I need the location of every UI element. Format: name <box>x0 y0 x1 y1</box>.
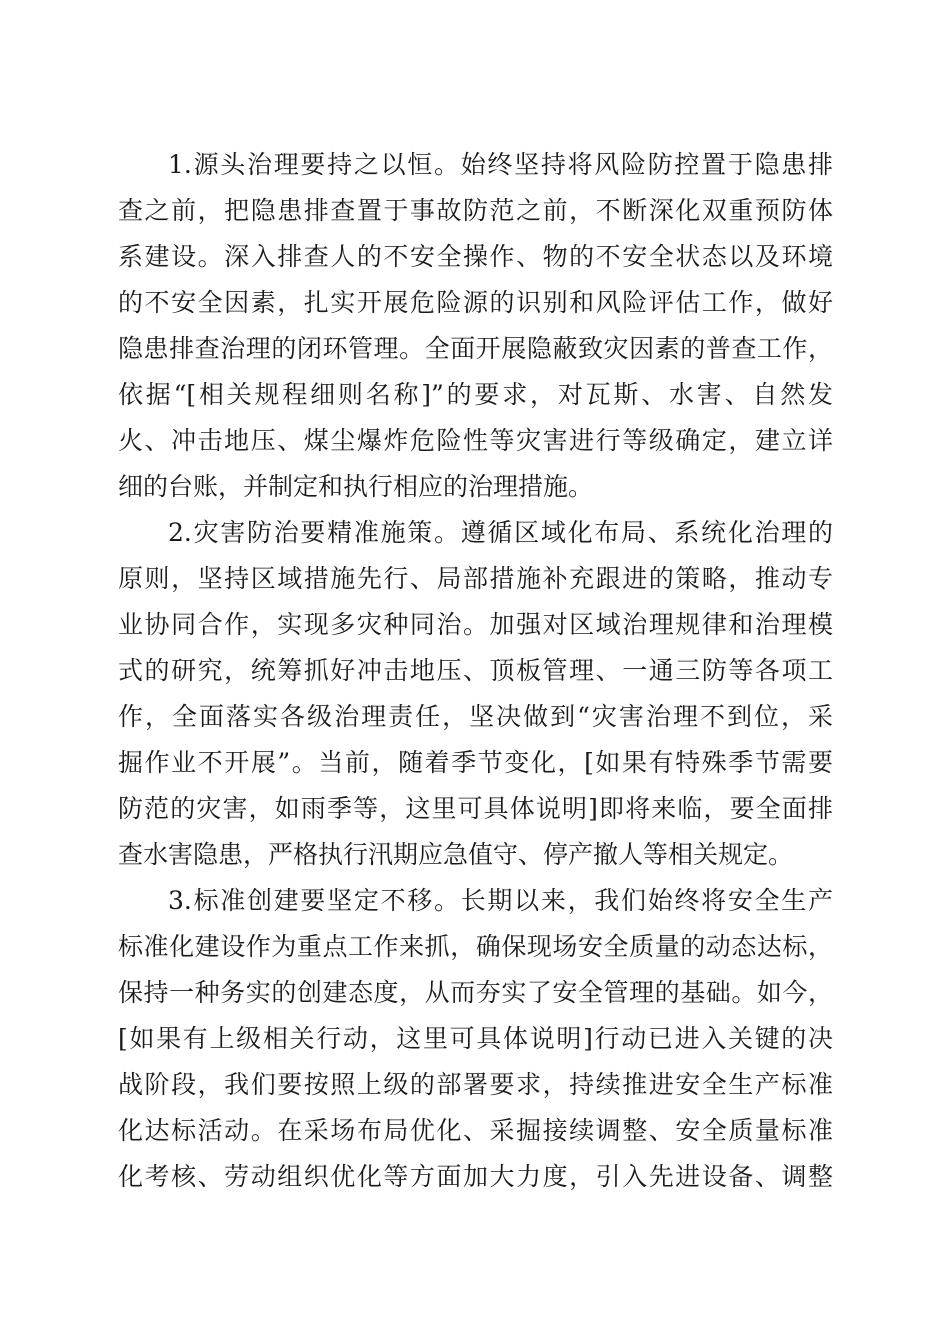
text-line: 保持一种务实的创建态度，从而夯实了安全管理的基础。如今， <box>118 978 833 1007</box>
text-line: 1.源头治理要持之以恒。始终坚持将风险防控置于隐患排 <box>168 150 833 179</box>
text-line: 掘作业不开展”。当前，随着季节变化，[如果有特殊季节需要 <box>118 748 833 777</box>
text-line: 化达标活动。在采场布局优化、采掘接续调整、安全质量标准 <box>118 1116 833 1145</box>
text-line: 标准化建设作为重点工作来抓，确保现场安全质量的动态达标， <box>118 932 833 961</box>
text-line: 查水害隐患，严格执行汛期应急值守、停产撤人等相关规定。 <box>118 840 794 869</box>
text-line: [如果有上级相关行动，这里可具体说明]行动已进入关键的决 <box>118 1024 833 1053</box>
text-line: 作，全面落实各级治理责任，坚决做到“灾害治理不到位，采 <box>118 702 833 731</box>
text-line: 查之前，把隐患排查置于事故防范之前，不断深化双重预防体 <box>118 196 833 225</box>
text-line: 战阶段，我们要按照上级的部署要求，持续推进安全生产标准 <box>118 1070 833 1099</box>
text-line: 业协同合作，实现多灾种同治。加强对区域治理规律和治理模 <box>118 610 833 639</box>
text-line: 隐患排查治理的闭环管理。全面开展隐蔽致灾因素的普查工作， <box>118 334 833 363</box>
text-line: 原则，坚持区域措施先行、局部措施补充跟进的策略，推动专 <box>118 564 833 593</box>
text-line: 依据“[相关规程细则名称]”的要求，对瓦斯、水害、自然发 <box>118 380 833 409</box>
text-line: 火、冲击地压、煤尘爆炸危险性等灾害进行等级确定，建立详 <box>118 426 833 455</box>
text-line: 系建设。深入排查人的不安全操作、物的不安全状态以及环境 <box>118 242 833 271</box>
paragraph-3 <box>118 878 833 1200</box>
text-line: 细的台账，并制定和执行相应的治理措施。 <box>118 472 594 501</box>
text-line: 化考核、劳动组织优化等方面加大力度，引入先进设备、调整 <box>118 1162 833 1191</box>
paragraph-1 <box>118 142 833 510</box>
text-line: 防范的灾害，如雨季等，这里可具体说明]即将来临，要全面排 <box>118 794 833 823</box>
text-line: 3.标准创建要坚定不移。长期以来，我们始终将安全生产 <box>168 886 833 915</box>
document-body <box>118 142 833 1200</box>
text-line: 的不安全因素，扎实开展危险源的识别和风险评估工作，做好 <box>118 288 833 317</box>
text-line: 式的研究，统筹抓好冲击地压、顶板管理、一通三防等各项工 <box>118 656 833 685</box>
text-line: 2.灾害防治要精准施策。遵循区域化布局、系统化治理的 <box>168 518 833 547</box>
paragraph-2 <box>118 510 833 878</box>
